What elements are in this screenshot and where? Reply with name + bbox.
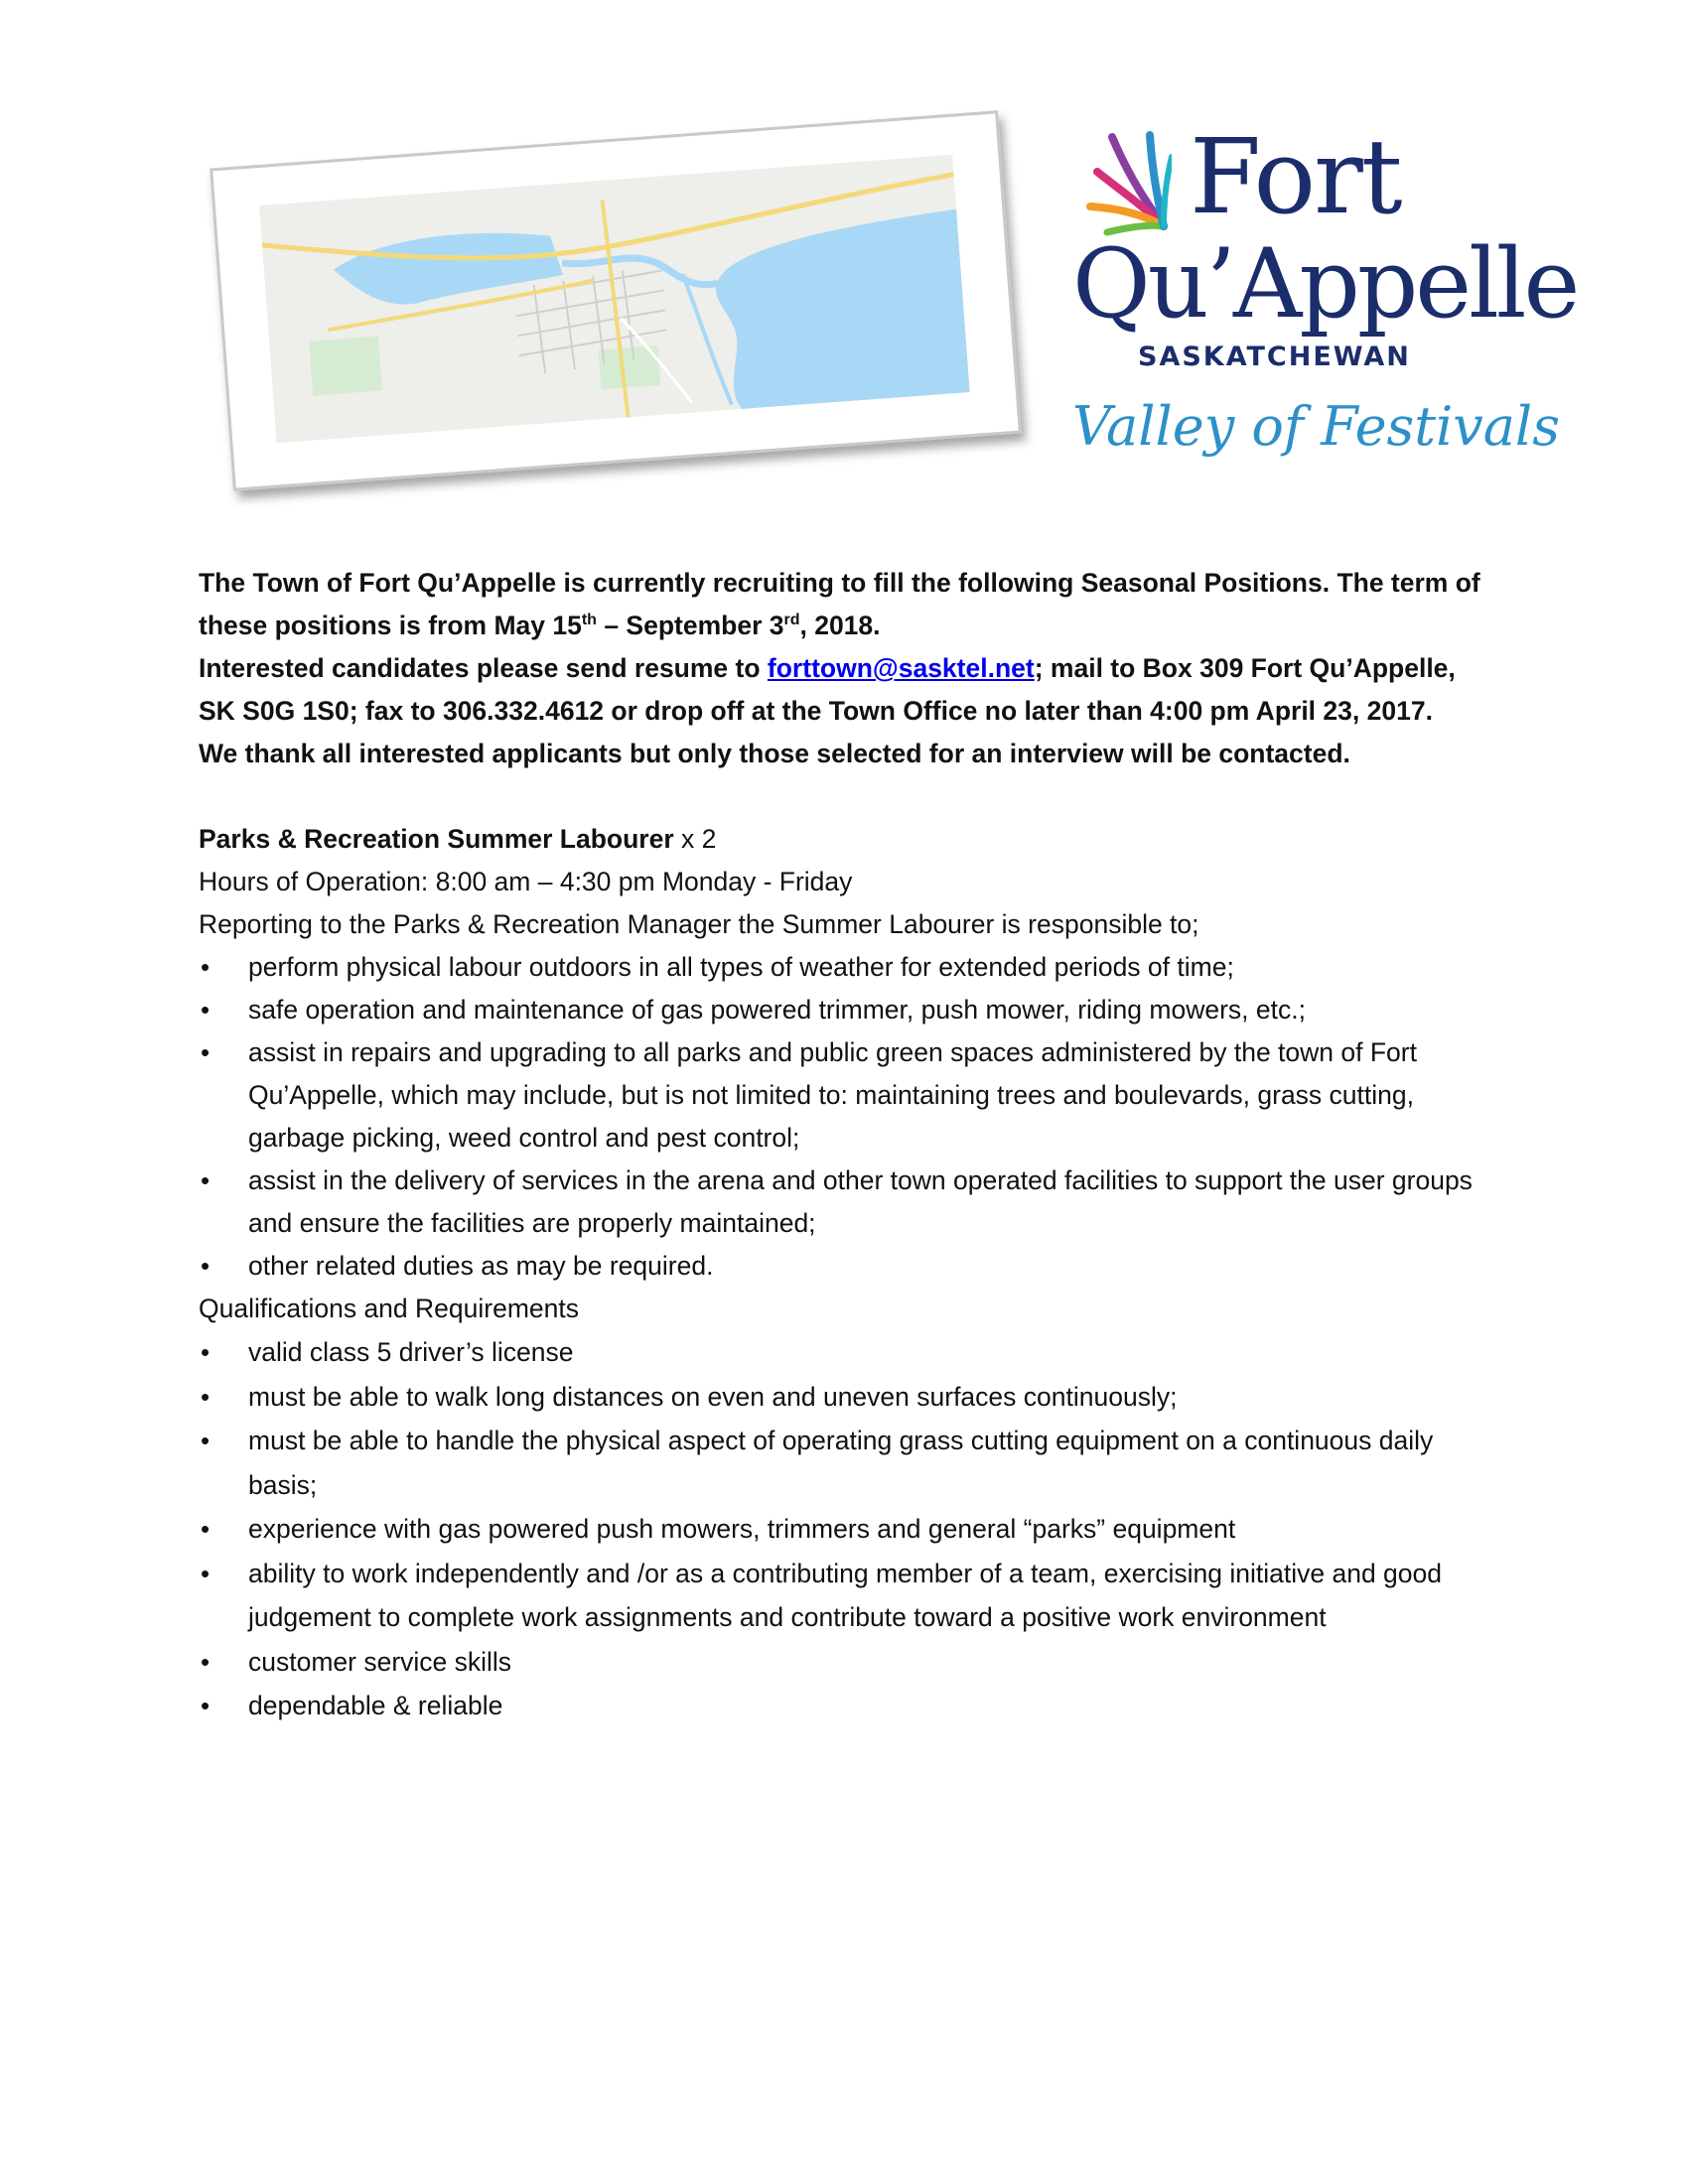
job-title xyxy=(199,818,1489,861)
intro-term xyxy=(199,562,1489,647)
list-item: • ability to work independently and /or as a contributing member of a team, exercising initiative and good judgement to complete work assignments and contribute toward a positive work environment xyxy=(199,1552,1489,1640)
intro-apply-text: Interested candidates please send resume to xyxy=(199,653,768,683)
map-image xyxy=(259,155,970,444)
fireworks-icon xyxy=(1072,117,1172,236)
intro-section xyxy=(199,562,1489,775)
list-item: • customer service skills xyxy=(199,1640,1489,1685)
map-photo xyxy=(210,110,1022,490)
list-item: • dependable & reliable xyxy=(199,1684,1489,1728)
ordinal-suffix: th xyxy=(581,612,597,629)
list-item: • other related duties as may be required. xyxy=(199,1245,1489,1288)
duties-list xyxy=(199,946,1489,1288)
list-item: • assist in repairs and upgrading to all parks and public green spaces administered by the town of Fort Qu’Appelle, which may include, but is not limited to: maintaining trees and boulevards, grass cutting, garbage picking, weed control and pest control; xyxy=(199,1031,1489,1160)
logo-word-quappelle: Qu’Appelle xyxy=(1072,228,1578,340)
intro-thanks: We thank all interested applicants but only those selected for an interview will be contacted. xyxy=(199,739,1350,768)
list-item: • assist in the delivery of services in the arena and other town operated facilities to support the user groups and ensure the facilities are properly maintained; xyxy=(199,1160,1489,1245)
qualifications-list xyxy=(199,1330,1489,1728)
list-item: • valid class 5 driver’s license xyxy=(199,1330,1489,1375)
logo-tagline: Valley of Festivals xyxy=(1072,395,1560,458)
email-link[interactable]: forttown@sasktel.net xyxy=(767,653,1035,683)
qualifications-heading: Qualifications and Requirements xyxy=(199,1294,579,1323)
intro-term-text: The Town of Fort Qu’Appelle is currently recruiting to fill the following Seasonal Positions. The term of these positions is from May 15 xyxy=(199,568,1480,640)
job-count: x 2 xyxy=(673,824,717,854)
town-logo xyxy=(1072,116,1578,494)
list-item: • safe operation and maintenance of gas powered trimmer, push mower, riding mowers, etc.; xyxy=(199,989,1489,1031)
list-item: • perform physical labour outdoors in all types of weather for extended periods of time; xyxy=(199,946,1489,989)
list-item: • experience with gas powered push mowers, trimmers and general “parks” equipment xyxy=(199,1507,1489,1552)
intro-apply xyxy=(199,647,1489,733)
logo-region: SASKATCHEWAN xyxy=(1138,341,1411,372)
logo-word-fort: Fort xyxy=(1190,116,1401,237)
ordinal-suffix-2: rd xyxy=(783,612,800,629)
job-hours: Hours of Operation: 8:00 am – 4:30 pm Monday - Friday xyxy=(199,867,853,896)
intro-apply-text-2: ; mail to Box 309 Fort Qu’Appelle, SK S0G 1S0; fax to 306.332.4612 or drop off at the Town Office no later than 4:00 pm April 23, 2017. xyxy=(199,653,1456,726)
intro-term-text-3: , 2018. xyxy=(799,611,881,640)
spacer xyxy=(199,775,1489,818)
job-reporting: Reporting to the Parks & Recreation Manager the Summer Labourer is responsible to; xyxy=(199,909,1199,939)
list-item: • must be able to handle the physical aspect of operating grass cutting equipment on a continuous daily basis; xyxy=(199,1419,1489,1507)
document-body xyxy=(199,562,1489,1728)
intro-term-text-2: – September 3 xyxy=(596,611,784,640)
list-item: • must be able to walk long distances on even and uneven surfaces continuously; xyxy=(199,1375,1489,1420)
job-title-text: Parks & Recreation Summer Labourer xyxy=(199,824,674,854)
